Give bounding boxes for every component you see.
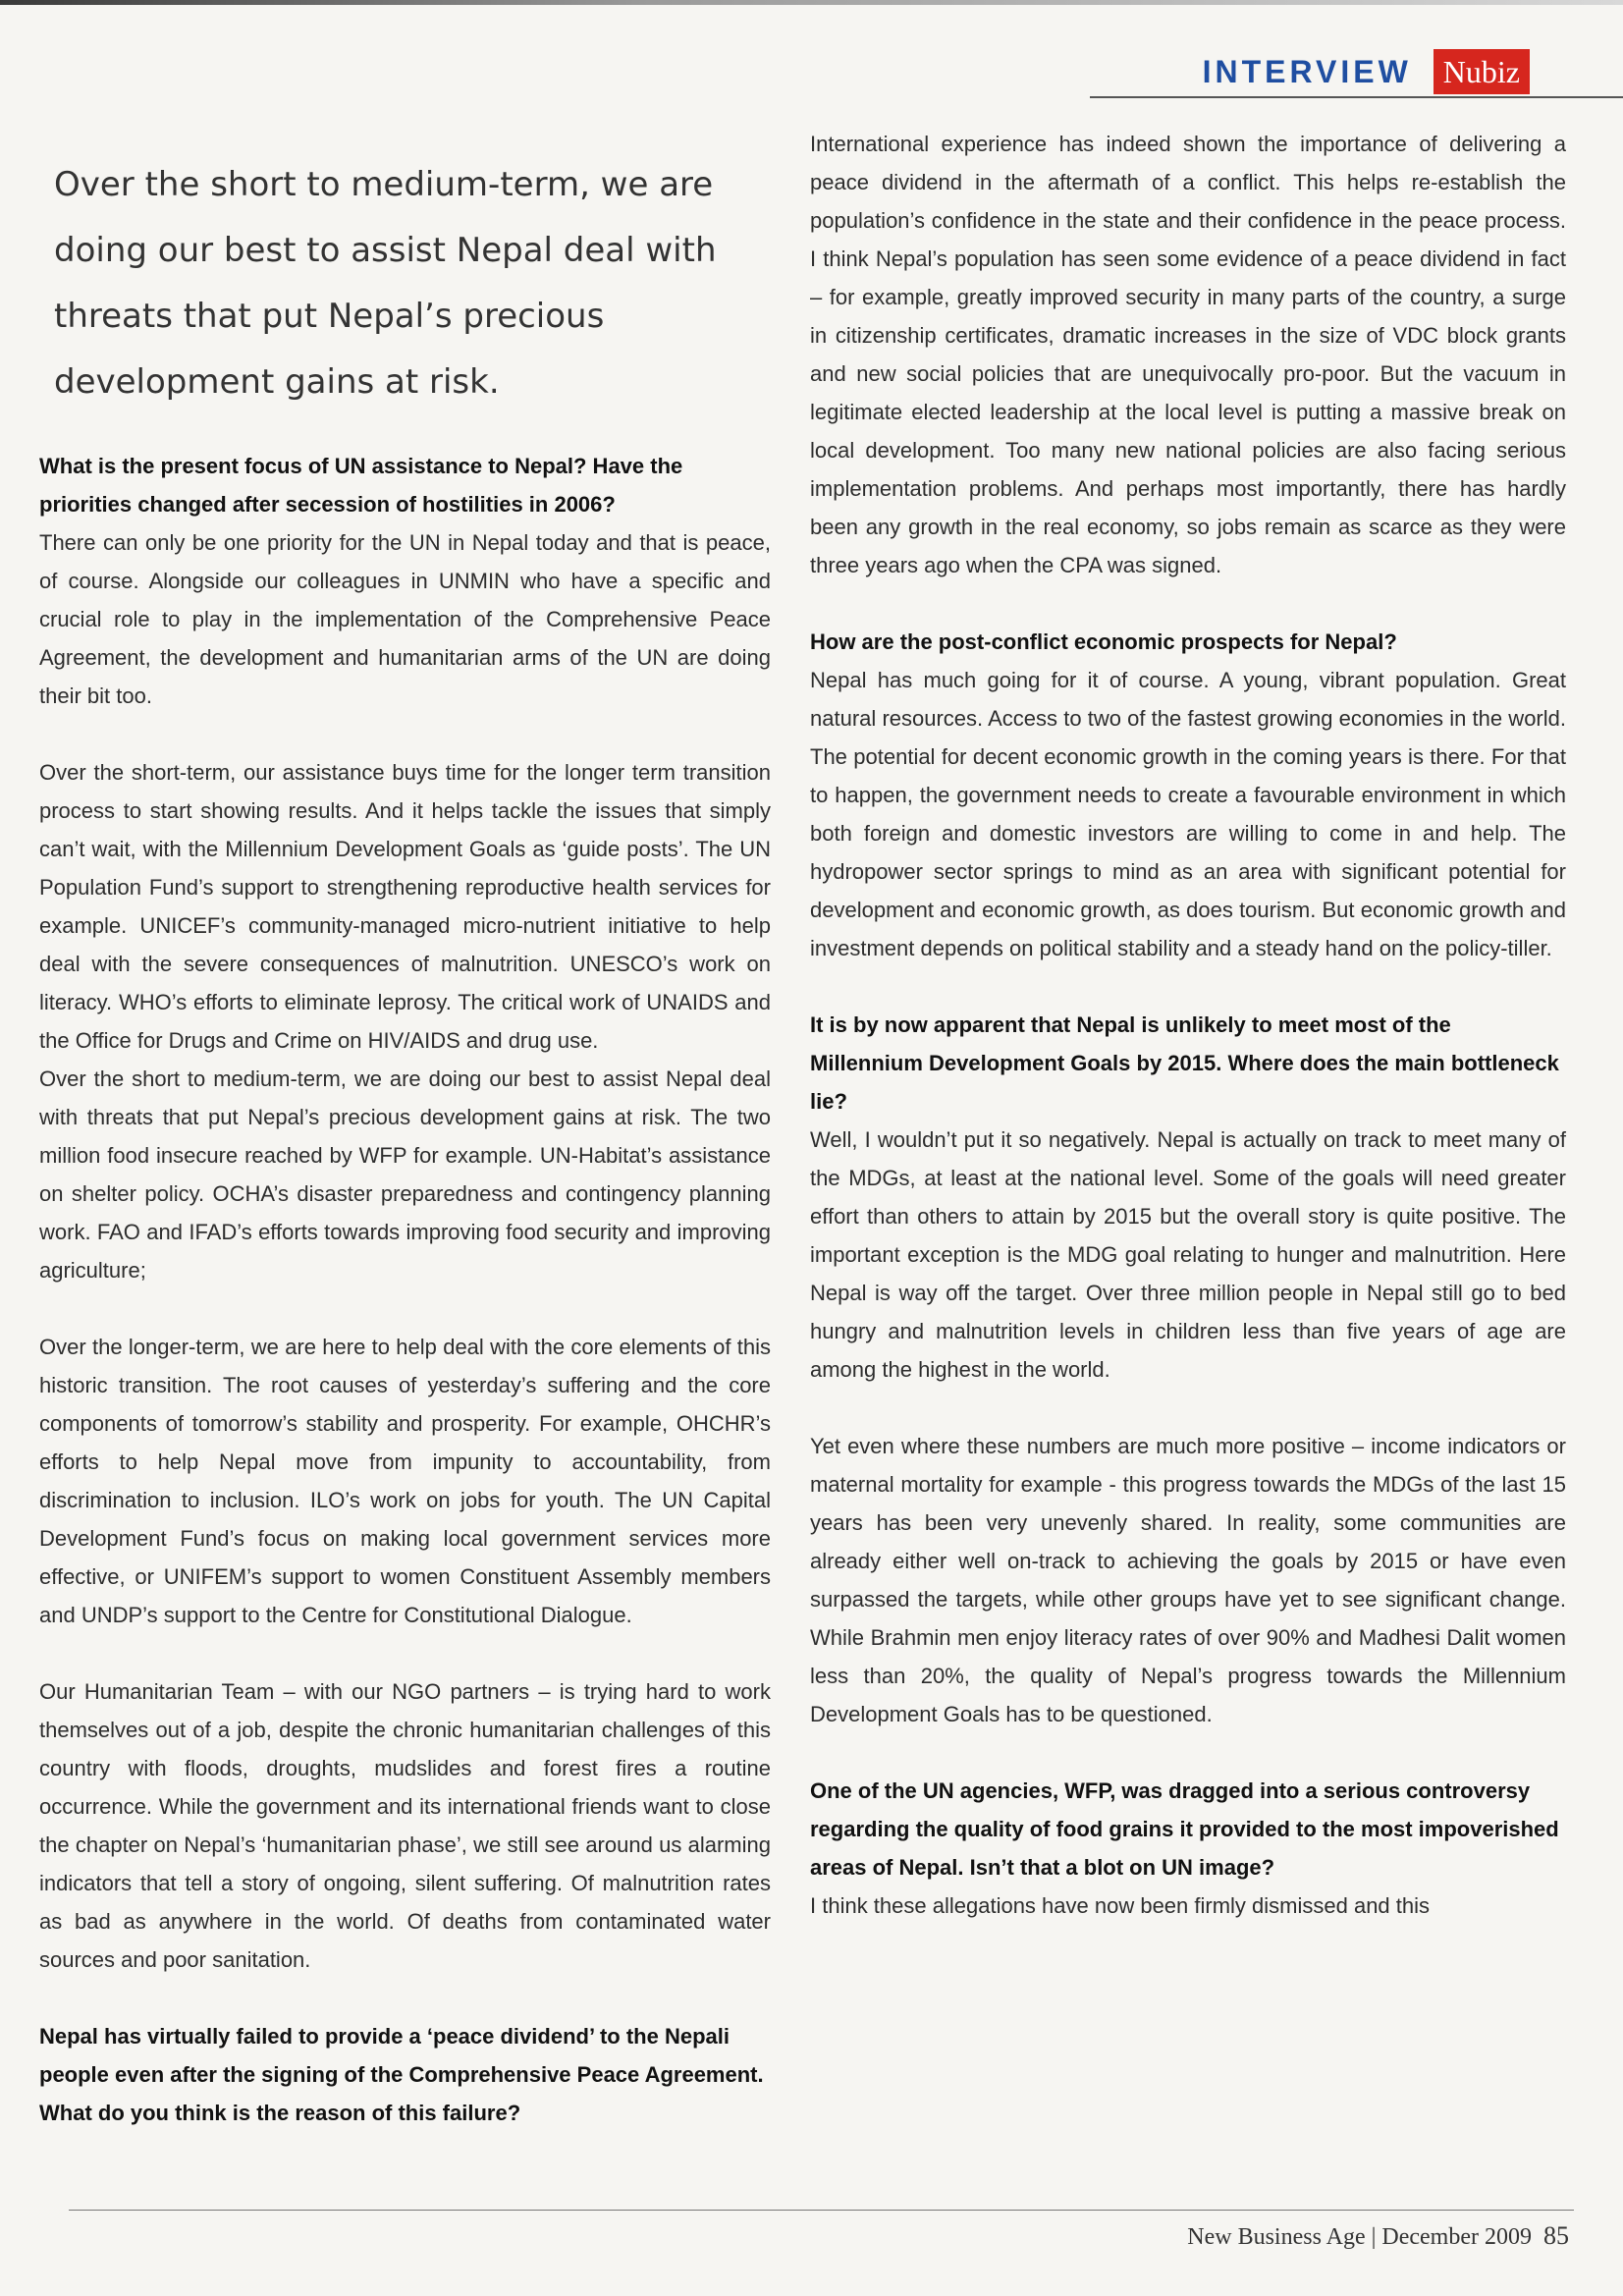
answer-2: International experience has indeed shown the importance of delivering a peace dividend in the aftermath of a conflict. This helps re-establish the population’s confidence in the state and their confidence in the peace process. I think Nepal’s population has seen some evidence of a peace dividend in fact – for example, greatly improved security in many parts of the country, a surge in citizenship certificates, dramatic increases in the size of VDC block grants and new social policies that are unequivocally pro-poor. But the vacuum in legitimate elected leadership at the local level is putting a massive break on local development. Too many new national policies are also facing serious implementation problems. And perhaps most importantly, there has hardly been any growth in the real economy, so jobs remain as scarce as they were three years ago when the CPA was signed. bbox=[810, 132, 1566, 577]
paragraph-uneven-progress: Yet even where these numbers are much more positive – income indicators or maternal mortality for example - this progress towards the MDGs of the last 15 years has been very unevenly shared. In reality, some communities are already either well on-track to achieving the goals by 2015 or have even surpassed the targets, while other groups have yet to see significant change. While Brahmin men enjoy literacy rates of over 90% and Madhesi Dalit women less than 20%, the quality of Nepal’s progress towards the Millennium Development Goals has to be questioned. bbox=[810, 1434, 1566, 1726]
paragraph-longer-term: Over the longer-term, we are here to help deal with the core elements of this historic transition. The root causes of yesterday’s suffering and the core components of tomorrow’s stability and prosperity. For example, OHCHR’s efforts to help Nepal move from impunity to accountability, from discrimination to inclusion. ILO’s work on jobs for youth. The UN Capital Development Fund’s focus on making local government services more effective, or UNIFEM’s support to women Constituent Assembly members and UNDP’s support to the Centre for Constitutional Dialogue. bbox=[39, 1335, 771, 1627]
question-4: It is by now apparent that Nepal is unlikely to meet most of the Millennium Development Goals by 2015. Where does the main bottleneck lie? bbox=[810, 1012, 1559, 1114]
answer-4: Well, I wouldn’t put it so negatively. Nepal is actually on track to meet many of the MDGs, at least at the national level. Some of the goals will need greater effort than others to attain by 2015 but the overall story is quite positive. The important exception is the MDG goal relating to hunger and malnutrition. Here Nepal is way off the target. Over three million people in Nepal still go to bed hungry and malnutrition levels in children less than five years of age are among the highest in the world. bbox=[810, 1127, 1566, 1382]
question-5: One of the UN agencies, WFP, was dragged into a serious controversy regarding the quality of food grains it provided to the most impoverished areas of Nepal. Isn’t that a blot on UN image? bbox=[810, 1778, 1559, 1880]
question-2: Nepal has virtually failed to provide a ‘peace dividend’ to the Nepali people even after the signing of the Comprehensive Peace Agreement. What do you think is the reason of this failure? bbox=[39, 2024, 764, 2125]
footer-rule bbox=[69, 2210, 1574, 2211]
section-label: INTERVIEW bbox=[1202, 53, 1412, 89]
page-footer bbox=[1187, 2221, 1569, 2251]
question-3: How are the post-conflict economic prospects for Nepal? bbox=[810, 629, 1397, 654]
answer-3: Nepal has much going for it of course. A young, vibrant population. Great natural resources. Access to two of the fastest growing economies in the world. The potential for decent economic growth in the coming years is there. For that to happen, the government needs to create a favourable environment in which both foreign and domestic investors are willing to come in and help. The hydropower sector springs to mind as an area with significant potential for development and economic growth, as does tourism. But economic growth and investment depends on political stability and a steady hand on the policy-tiller. bbox=[810, 668, 1566, 960]
left-text-block bbox=[39, 447, 771, 2132]
paragraph-medium-term: Over the short to medium-term, we are doing our best to assist Nepal deal with threats that put Nepal’s precious development gains at risk. The two million food insecure reached by WFP for example. UN-Habitat’s assistance on shelter policy. OCHA’s disaster preparedness and contingency planning work. FAO and IFAD’s efforts towards improving food security and improving agriculture; bbox=[39, 1066, 771, 1283]
header-rule bbox=[1090, 96, 1623, 98]
right-text-block bbox=[810, 125, 1566, 1925]
brand-logo: Nubiz bbox=[1434, 49, 1530, 94]
pull-quote: Over the short to medium-term, we are doing our best to assist Nepal deal with threats that put Nepal’s precious development gains at risk. bbox=[54, 165, 717, 402]
answer-1: There can only be one priority for the UN in Nepal today and that is peace, of course. Alongside our colleagues in UNMIN who have a specific and crucial role to play in the implementation of the Comprehensive Peace Agreement, the development and humanitarian arms of the UN are doing their bit too. bbox=[39, 530, 771, 708]
top-edge bbox=[0, 0, 1623, 5]
publication-info: New Business Age | December 2009 bbox=[1187, 2224, 1532, 2250]
question-1: What is the present focus of UN assistance to Nepal? Have the priorities changed after secession of hostilities in 2006? bbox=[39, 454, 683, 517]
page-number: 85 bbox=[1543, 2221, 1569, 2250]
page-header bbox=[1203, 49, 1530, 94]
paragraph-short-term: Over the short-term, our assistance buys time for the longer term transition process to start showing results. And it helps tackle the issues that simply can’t wait, with the Millennium Development Goals as ‘guide posts’. The UN Population Fund’s support to strengthening reproductive health services for example. UNICEF’s community-managed micro-nutrient initiative to help deal with the severe consequences of malnutrition. UNESCO’s work on literacy. WHO’s efforts to eliminate leprosy. The critical work of UNAIDS and the Office for Drugs and Crime on HIV/AIDS and drug use. bbox=[39, 760, 771, 1053]
paragraph-humanitarian: Our Humanitarian Team – with our NGO partners – is trying hard to work themselves out of a job, despite the chronic humanitarian challenges of this country with floods, droughts, mudslides and forest fires a routine occurrence. While the government and its international friends want to close the chapter on Nepal’s ‘humanitarian phase’, we still see around us alarming indicators that tell a story of ongoing, silent suffering. Of malnutrition rates as bad as anywhere in the world. Of deaths from contaminated water sources and poor sanitation. bbox=[39, 1679, 771, 1972]
answer-5: I think these allegations have now been firmly dismissed and this bbox=[810, 1893, 1431, 1918]
